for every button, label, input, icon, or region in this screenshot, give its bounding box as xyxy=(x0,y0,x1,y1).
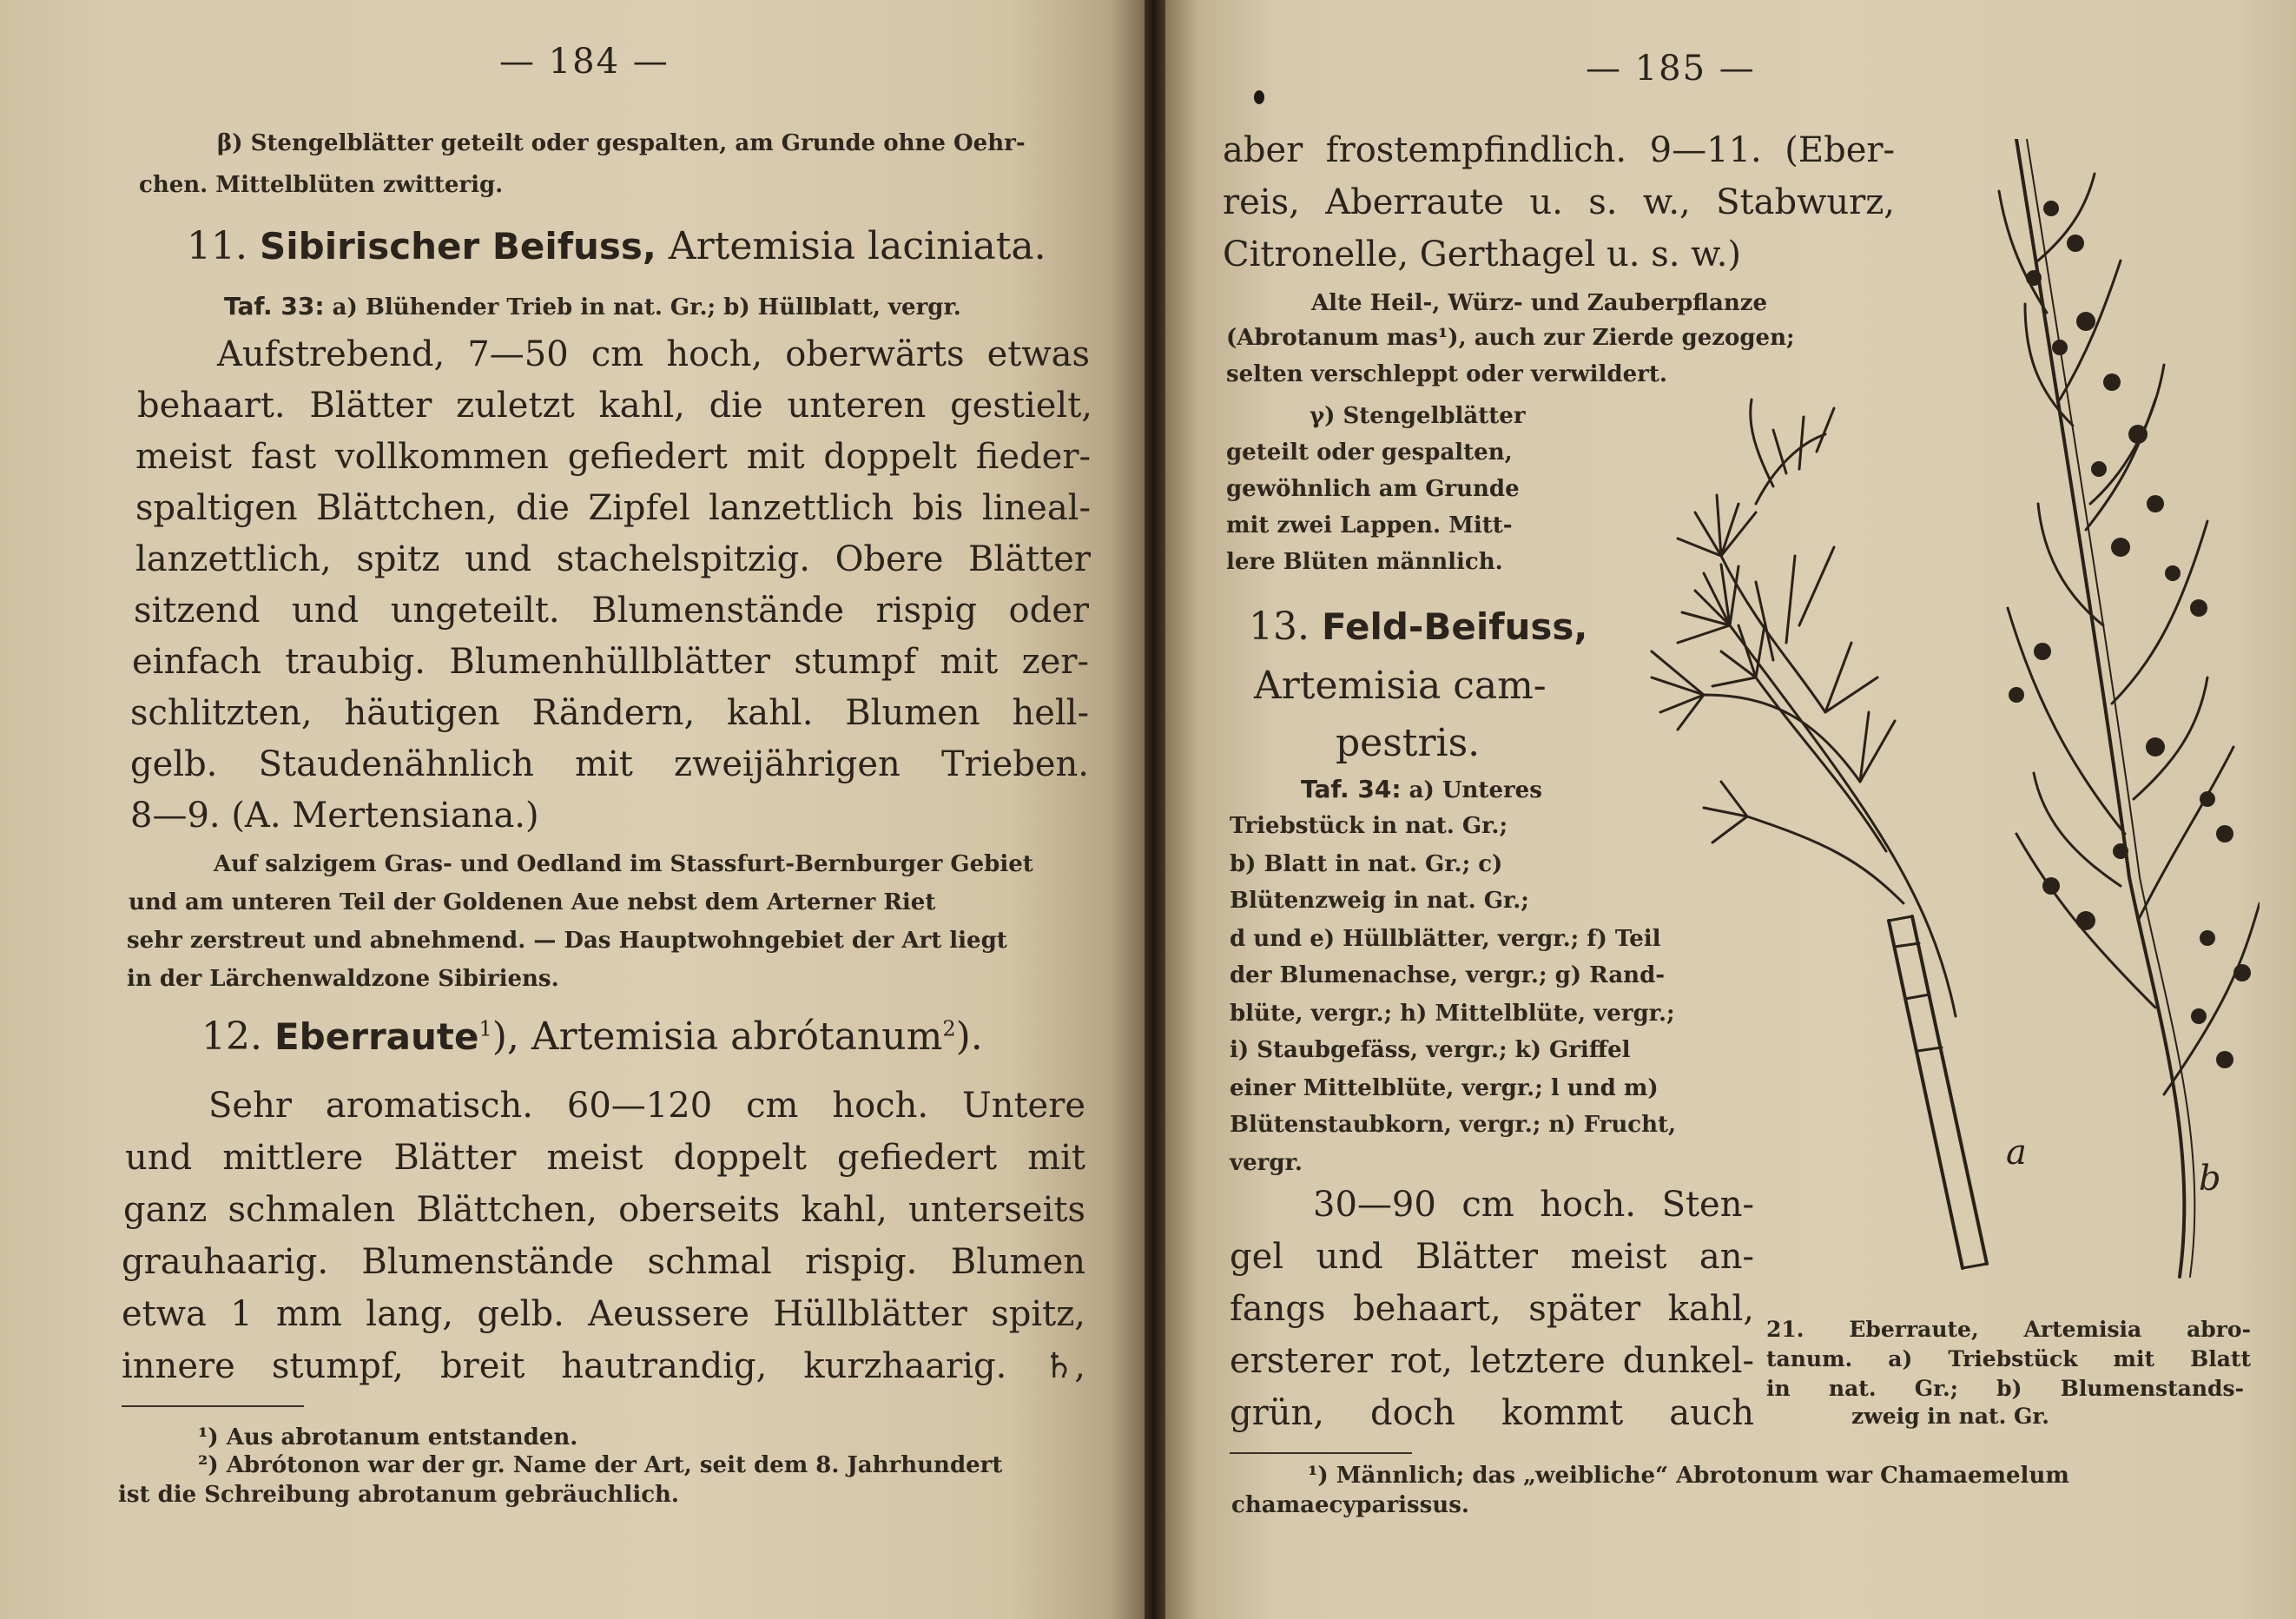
species-latin: Artemisia laciniata. xyxy=(668,224,1046,268)
footnote: ²) Abrótonon war der gr. Name der Art, seit dem 8. Jahrhundert xyxy=(198,1452,1003,1478)
footnote: ist die Schreibung abrotanum gebräuchlich. xyxy=(118,1482,679,1508)
body-line: fangs behaart, später kahl, xyxy=(1230,1289,1754,1329)
plate-reference xyxy=(224,292,961,320)
figure-label-b: b xyxy=(2199,1159,2221,1199)
body-line: innere stumpf, breit hautrandig, kurzhaarig. ♄, xyxy=(122,1346,1085,1386)
body-line: 30—90 cm hoch. Sten- xyxy=(1313,1185,1754,1225)
plate-text: a) Blühender Trieb in nat. Gr.; b) Hüllblatt, vergr. xyxy=(332,294,961,320)
body-line: spaltigen Blättchen, die Zipfel lanzettlich bis lineal- xyxy=(135,488,1091,528)
species-number: 12. xyxy=(201,1014,262,1059)
figure-caption-line: tanum. a) Triebstück mit Blatt xyxy=(1766,1346,2251,1371)
species-number: 11. xyxy=(187,224,247,268)
species-heading xyxy=(187,224,1046,268)
plate-line: Blütenzweig in nat. Gr.; xyxy=(1230,888,1529,914)
body-line: aber frostempfindlich. 9—11. (Eber- xyxy=(1223,130,1895,170)
body-line: grauhaarig. Blumenstände schmal rispig. Blumen xyxy=(122,1242,1085,1282)
figure-caption-line: in nat. Gr.; b) Blumenstands- xyxy=(1766,1376,2244,1401)
plate-line: d und e) Hüllblätter, vergr.; f) Teil xyxy=(1230,926,1661,952)
species-latin: pestris. xyxy=(1336,721,1481,765)
plate-line: b) Blatt in nat. Gr.; c) xyxy=(1230,851,1503,877)
habitat-line: sehr zerstreut und abnehmend. — Das Hauptwohngebiet der Art liegt xyxy=(127,928,1007,954)
species-latin: ), Artemisia abrótanum xyxy=(492,1014,943,1059)
plate-text: a) Unteres xyxy=(1409,777,1542,803)
intro-line: β) Stengelblätter geteilt oder gespalten, am Grunde ohne Oehr- xyxy=(217,130,1026,156)
figure-label-a: a xyxy=(2006,1133,2027,1173)
species-name: Sibirischer Beifuss, xyxy=(259,225,656,268)
page-number: — 184 — xyxy=(499,42,670,82)
body-line: grün, doch kommt auch xyxy=(1230,1393,1754,1433)
footnote: chamaecyparissus. xyxy=(1231,1492,1469,1518)
heading-end: ). xyxy=(955,1014,983,1059)
plate-reference xyxy=(1301,775,1542,803)
footnote-ref: 1 xyxy=(478,1016,492,1041)
footnote: ¹) Männlich; das „weibliche“ Abrotonum war Chamaemelum xyxy=(1308,1463,2069,1489)
habitat-line: in der Lärchenwaldzone Sibiriens. xyxy=(127,966,559,992)
species-latin: Artemisia cam- xyxy=(1254,664,1547,708)
gamma-line: gewöhnlich am Grunde xyxy=(1226,476,1520,502)
plate-line: blüte, vergr.; h) Mittelblüte, vergr.; xyxy=(1230,1001,1675,1027)
body-line: schlitzten, häutigen Rändern, kahl. Blumen hell- xyxy=(130,693,1089,733)
species-name: Eberraute xyxy=(274,1015,479,1058)
species-number: 13. xyxy=(1249,605,1310,649)
plate-line: Blütenstaubkorn, vergr.; n) Frucht, xyxy=(1230,1112,1677,1138)
note-line: Alte Heil-, Würz- und Zauberpflanze xyxy=(1311,290,1768,316)
footnote-ref: 2 xyxy=(942,1016,956,1041)
figure-caption-line: 21. Eberraute, Artemisia abro- xyxy=(1766,1317,2251,1342)
intro-line: chen. Mittelblüten zwitterig. xyxy=(139,172,504,198)
page-number: — 185 — xyxy=(1586,49,1756,89)
body-line: gelb. Staudenähnlich mit zweijährigen Trieben. xyxy=(130,744,1089,784)
body-line: gel und Blätter meist an- xyxy=(1230,1237,1754,1277)
body-line: einfach traubig. Blumenhüllblätter stumpf mit zer- xyxy=(132,642,1089,682)
species-heading xyxy=(201,1014,983,1059)
plate-label: Taf. 33: xyxy=(224,292,325,320)
left-page xyxy=(0,0,1145,1619)
body-line: behaart. Blätter zuletzt kahl, die unteren gestielt, xyxy=(137,386,1092,426)
body-line: ersterer rot, letztere dunkel- xyxy=(1230,1341,1754,1381)
habitat-line: und am unteren Teil der Goldenen Aue nebst dem Arterner Riet xyxy=(129,889,936,915)
gamma-line: lere Blüten männlich. xyxy=(1226,549,1503,575)
note-line: selten verschleppt oder verwildert. xyxy=(1226,361,1667,387)
right-page xyxy=(1165,0,2296,1619)
gamma-line: geteilt oder gespalten, xyxy=(1226,439,1513,466)
body-line: Citronelle, Gerthagel u. s. w.) xyxy=(1223,235,1741,274)
body-line: 8—9. (A. Mertensiana.) xyxy=(130,796,539,836)
body-line: lanzettlich, spitz und stachelspitzig. Obere Blätter xyxy=(135,539,1091,579)
book-gutter xyxy=(1145,0,1165,1619)
gamma-line: γ) Stengelblätter xyxy=(1310,403,1526,429)
body-line: Sehr aromatisch. 60—120 cm hoch. Untere xyxy=(208,1086,1085,1126)
body-line: etwa 1 mm lang, gelb. Aeussere Hüllblätter spitz, xyxy=(122,1294,1085,1334)
plant-illustration xyxy=(1600,139,2260,1294)
plate-line: der Blumenachse, vergr.; g) Rand- xyxy=(1230,962,1666,988)
habitat-line: Auf salzigem Gras- und Oedland im Stassfurt-Bernburger Gebiet xyxy=(214,851,1033,877)
footnote: ¹) Aus abrotanum entstanden. xyxy=(198,1424,578,1450)
plate-line: vergr. xyxy=(1230,1150,1303,1176)
ink-speck xyxy=(1254,90,1264,104)
body-line: meist fast vollkommen gefiedert mit doppelt fieder- xyxy=(135,437,1091,477)
plate-line: Triebstück in nat. Gr.; xyxy=(1230,813,1508,839)
body-line: sitzend und ungeteilt. Blumenstände rispig oder xyxy=(134,591,1089,631)
gamma-line: mit zwei Lappen. Mitt- xyxy=(1226,512,1513,539)
plate-label: Taf. 34: xyxy=(1301,775,1402,803)
body-line: reis, Aberraute u. s. w., Stabwurz, xyxy=(1223,182,1895,222)
figure-caption-line: zweig in nat. Gr. xyxy=(1851,1404,2049,1429)
footnote-rule xyxy=(1230,1452,1412,1454)
body-line: ganz schmalen Blättchen, oberseits kahl, unterseits xyxy=(123,1190,1085,1230)
body-line: und mittlere Blätter meist doppelt gefiedert mit xyxy=(125,1138,1085,1178)
footnote-rule xyxy=(122,1405,304,1407)
plate-line: einer Mittelblüte, vergr.; l und m) xyxy=(1230,1075,1659,1101)
plate-line: i) Staubgefäss, vergr.; k) Griffel xyxy=(1230,1037,1631,1063)
body-line: Aufstrebend, 7—50 cm hoch, oberwärts etwas xyxy=(217,334,1090,374)
species-name: Feld-Beifuss, xyxy=(1321,605,1588,648)
note-line: (Abrotanum mas¹), auch zur Zierde gezogen; xyxy=(1226,325,1795,351)
species-heading xyxy=(1249,605,1587,649)
